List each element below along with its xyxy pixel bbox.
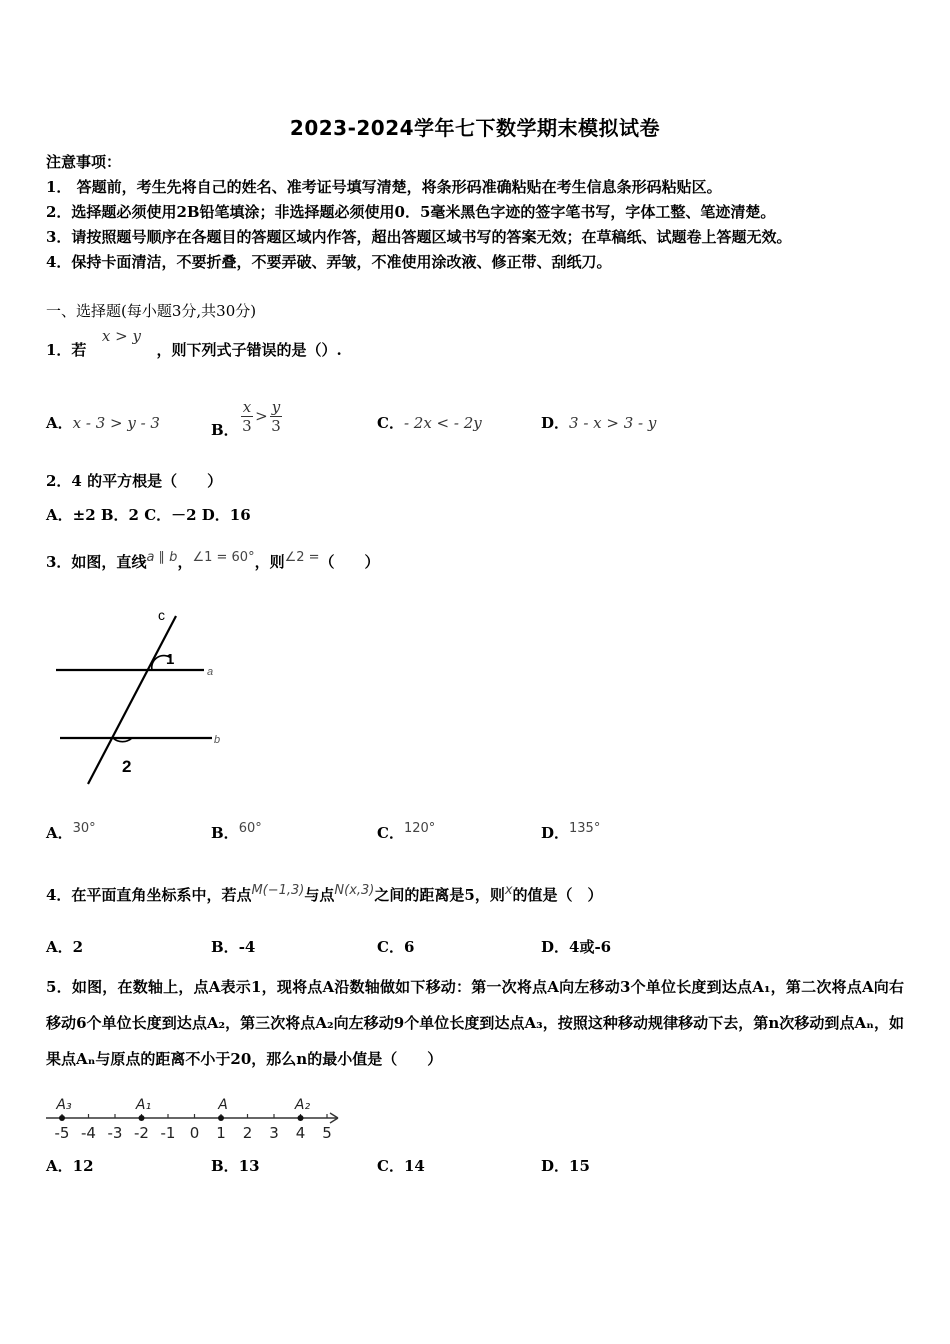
label-2: 2 xyxy=(122,757,132,776)
q3-option-d-label: D． xyxy=(541,824,570,842)
q4-option-b-label: B． xyxy=(211,938,239,956)
q5-option-d-label: D． xyxy=(541,1157,570,1175)
q5-option-c[interactable] xyxy=(377,1155,425,1176)
question-5-stem: 5．如图，在数轴上，点A表示1，现将点A沿数轴做如下移动：第一次将点A向左移动3个单位长度到达点A₁，第二次将点A向右移动6个单位长度到达点A₂，第三次将点A₂向左移动9个单位长度到达点A₃，按照这种移动规律移动下去，第n次移动到点Aₙ，如果点Aₙ与原点的距离不小于20，那么n的最小值是（ ） xyxy=(46,978,904,1068)
tick-label: 3 xyxy=(269,1124,279,1142)
q5-option-d-text: 15 xyxy=(569,1157,590,1175)
page-title: 2023-2024学年七下数学期末模拟试卷 xyxy=(289,116,661,140)
question-2-options[interactable]: A．±2 B．2 C．－2 D．16 xyxy=(46,506,251,524)
point-label: A₃ xyxy=(56,1097,72,1113)
question-2-stem: 2．4 的平方根是（ ） xyxy=(46,472,223,490)
q1-option-d[interactable] xyxy=(541,412,656,433)
tick-label: 0 xyxy=(189,1124,200,1142)
tick-label: -5 xyxy=(54,1124,70,1142)
q1-option-a-label: A． xyxy=(46,414,73,432)
point-label: A₁ xyxy=(135,1097,152,1113)
q5-option-d[interactable] xyxy=(541,1155,590,1176)
q4-post: 的值是（ ） xyxy=(512,886,603,904)
point-dot xyxy=(298,1115,304,1121)
q4-option-b[interactable] xyxy=(211,936,255,957)
q4-option-c[interactable] xyxy=(377,936,414,957)
q3-sep: ， xyxy=(177,553,193,571)
q4-option-d-label: D． xyxy=(541,938,570,956)
label-c: c xyxy=(158,607,165,623)
point-dot xyxy=(218,1115,224,1121)
point-label: A xyxy=(218,1097,228,1113)
tick-label: 4 xyxy=(295,1124,306,1142)
q1-option-c-text: - 2x < - 2y xyxy=(403,414,482,432)
q5-option-c-text: 14 xyxy=(403,1157,425,1175)
label-a: a xyxy=(207,666,214,678)
q4-option-c-text: 6 xyxy=(403,938,415,956)
q1-option-b-label: B． xyxy=(211,420,239,439)
tick-label: -3 xyxy=(107,1124,123,1142)
q3-option-d-text: 135° xyxy=(569,821,601,836)
q1-option-a-text: x - 3 > y - 3 xyxy=(72,414,160,432)
q1-option-b-frac1: $\frac{x}{3}$ xyxy=(242,398,252,435)
q3-math-angle1: ∠1 = 60° xyxy=(192,550,255,565)
point-dot xyxy=(139,1115,145,1121)
q3-option-a[interactable] xyxy=(46,822,96,843)
q3-option-c[interactable] xyxy=(377,822,435,843)
q3-option-c-text: 120° xyxy=(403,821,436,836)
q1-option-d-label: D． xyxy=(541,414,570,432)
tick-label: -2 xyxy=(134,1124,149,1142)
q5-option-b-text: 13 xyxy=(238,1157,260,1175)
q3-option-d[interactable] xyxy=(541,822,600,843)
section-heading: 一、选择题(每小题3分,共30分) xyxy=(46,302,257,320)
q4-option-b-text: -4 xyxy=(238,938,256,956)
note-item-1: 1． 答题前，考生先将自己的姓名、准考证号填写清楚，将条形码准确粘贴在考生信息条形码粘贴区。 xyxy=(46,178,722,196)
tick-label: 1 xyxy=(216,1124,226,1142)
q4-option-a[interactable] xyxy=(46,936,83,957)
q1-option-b-frac2: $\frac{y}{3}$ xyxy=(271,398,281,435)
q3-option-a-text: 30° xyxy=(72,821,96,836)
q1-option-b-op: > xyxy=(255,406,268,425)
q1-option-c-label: C． xyxy=(377,414,404,432)
tick-label: -1 xyxy=(160,1124,176,1142)
note-item-3: 3．请按照题号顺序在各题目的答题区域内作答，超出答题区域书写的答案无效；在草稿纸、试题卷上答题无效。 xyxy=(46,228,792,246)
question-1-stem xyxy=(46,327,342,360)
q1-post: ，则下列式子错误的是（）. xyxy=(156,341,342,359)
q3-post: （ ） xyxy=(319,553,380,571)
q5-option-c-label: C． xyxy=(377,1157,404,1175)
q5-option-a[interactable] xyxy=(46,1155,94,1176)
q1-option-a[interactable] xyxy=(46,412,160,433)
q4-option-c-label: C． xyxy=(377,938,404,956)
q1-condition: x > y xyxy=(101,327,141,345)
q5-option-a-text: 12 xyxy=(72,1157,94,1175)
q4-pre: 4．在平面直角坐标系中，若点 xyxy=(46,886,252,904)
q4-mid: 与点 xyxy=(304,886,335,904)
q1-option-b[interactable] xyxy=(211,388,284,439)
question-4-stem xyxy=(46,885,603,907)
q3-figure xyxy=(40,602,240,797)
q4-var-x: x xyxy=(504,883,513,898)
tick-label: 2 xyxy=(242,1124,253,1142)
q5-option-b-label: B． xyxy=(211,1157,239,1175)
q3-option-c-label: C． xyxy=(377,824,404,842)
tick-label: -4 xyxy=(81,1124,96,1142)
q4-option-d[interactable] xyxy=(541,936,611,957)
q4-option-d-text: 4或-6 xyxy=(569,938,612,956)
q1-pre: 1．若 xyxy=(46,341,87,359)
q4-option-a-label: A． xyxy=(46,938,73,956)
q5-number-line xyxy=(40,1090,360,1146)
q4-mid2: 之间的距离是5，则 xyxy=(374,886,505,904)
q4-point-m: M(−1,3) xyxy=(251,883,305,898)
q3-option-b[interactable] xyxy=(211,822,262,843)
q3-option-a-label: A． xyxy=(46,824,73,842)
q5-option-a-label: A． xyxy=(46,1157,73,1175)
tick-label: 5 xyxy=(322,1124,332,1142)
q4-point-n: N(x,3) xyxy=(334,883,375,898)
q3-pre: 3．如图，直线 xyxy=(46,553,147,571)
q1-option-d-text: 3 - x > 3 - y xyxy=(569,414,657,432)
question-3-stem xyxy=(46,552,380,574)
q3-option-b-text: 60° xyxy=(238,821,262,836)
point-dot xyxy=(59,1115,65,1121)
q1-option-c[interactable] xyxy=(377,412,482,433)
q3-math-angle2: ∠2 = xyxy=(284,550,320,565)
label-1: 1 xyxy=(166,651,175,668)
note-item-2: 2．选择题必须使用2B铅笔填涂；非选择题必须使用0．5毫米黑色字迹的签字笔书写，字体工整、笔迹清楚。 xyxy=(46,203,776,221)
point-label: A₂ xyxy=(294,1097,311,1113)
q3-option-b-label: B． xyxy=(211,824,239,842)
q4-option-a-text: 2 xyxy=(72,938,84,956)
q3-mid: ，则 xyxy=(254,553,285,571)
note-item-4: 4．保持卡面清洁，不要折叠，不要弄破、弄皱，不准使用涂改液、修正带、刮纸刀。 xyxy=(46,253,612,271)
label-b: b xyxy=(214,734,221,746)
q5-option-b[interactable] xyxy=(211,1155,260,1176)
line-c xyxy=(88,616,176,784)
q3-math-parallel: a ∥ b xyxy=(146,550,178,565)
notes-heading: 注意事项： xyxy=(46,153,122,171)
